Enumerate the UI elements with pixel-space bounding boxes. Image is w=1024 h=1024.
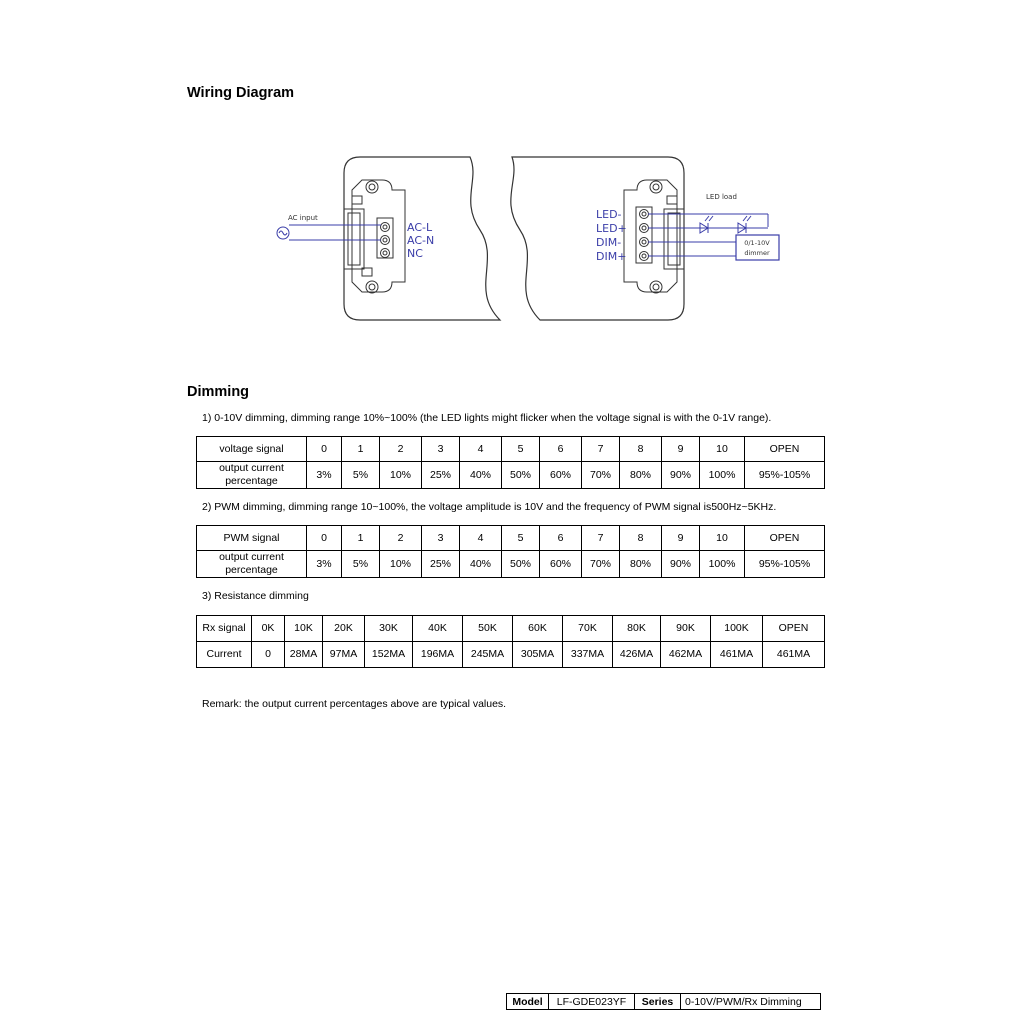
table-cell: 1 bbox=[342, 526, 380, 551]
table-cell: 0K bbox=[252, 616, 285, 642]
table-cell: 5 bbox=[502, 437, 540, 462]
left-terminal-block bbox=[344, 180, 405, 293]
table-cell: 8 bbox=[620, 526, 662, 551]
led-load-label: LED load bbox=[706, 193, 737, 201]
table-cell: 1 bbox=[342, 437, 380, 462]
row-header: Current bbox=[197, 642, 252, 668]
table-cell: 70% bbox=[582, 551, 620, 578]
table-cell: 100K bbox=[711, 616, 763, 642]
dimmer-label-line2: dimmer bbox=[744, 249, 770, 257]
table-cell: 6 bbox=[540, 437, 582, 462]
table-cell: 10 bbox=[700, 526, 745, 551]
table-cell: 90% bbox=[662, 462, 700, 489]
table-cell: 8 bbox=[620, 437, 662, 462]
row-header: output current percentage bbox=[197, 462, 307, 489]
table-cell: 0 bbox=[307, 526, 342, 551]
table-cell: 152MA bbox=[365, 642, 413, 668]
table-cell: 0 bbox=[252, 642, 285, 668]
para-resistance: 3) Resistance dimming bbox=[202, 590, 309, 602]
model-label: Model bbox=[507, 994, 549, 1010]
table-cell: 426MA bbox=[613, 642, 661, 668]
table-cell: 80% bbox=[620, 462, 662, 489]
table-cell: OPEN bbox=[763, 616, 825, 642]
table-cell: 40K bbox=[413, 616, 463, 642]
table-cell: 80% bbox=[620, 551, 662, 578]
table-cell: 337MA bbox=[563, 642, 613, 668]
table-pwm bbox=[196, 525, 825, 578]
table-cell: 10% bbox=[380, 551, 422, 578]
table-cell: 7 bbox=[582, 437, 620, 462]
para-0-10v: 1) 0-10V dimming, dimming range 10%~100% (the LED lights might flicker when the voltage signal is with the 0-1V range). bbox=[202, 412, 772, 424]
ac-input-wires bbox=[277, 225, 381, 240]
table-cell: 28MA bbox=[285, 642, 323, 668]
table-cell: 5% bbox=[342, 551, 380, 578]
table-cell: 25% bbox=[422, 551, 460, 578]
table-cell: 70K bbox=[563, 616, 613, 642]
terminal-label-led-plus: LED+ bbox=[596, 222, 627, 235]
table-cell: 30K bbox=[365, 616, 413, 642]
series-value: 0-10V/PWM/Rx Dimming bbox=[681, 994, 821, 1010]
wiring-diagram bbox=[0, 0, 1024, 360]
table-cell: 5 bbox=[502, 526, 540, 551]
table-cell: 462MA bbox=[661, 642, 711, 668]
table-cell: 20K bbox=[323, 616, 365, 642]
table-cell: 3% bbox=[307, 462, 342, 489]
led-diode-icon bbox=[700, 216, 751, 233]
table-cell: 70% bbox=[582, 462, 620, 489]
table-cell: 2 bbox=[380, 526, 422, 551]
table-cell: 100% bbox=[700, 551, 745, 578]
dimmer-label-line1: 0/1-10V bbox=[744, 239, 770, 247]
table-cell: 90% bbox=[662, 551, 700, 578]
model-value: LF-GDE023YF bbox=[549, 994, 635, 1010]
table-cell: 60K bbox=[513, 616, 563, 642]
table-cell: 40% bbox=[460, 462, 502, 489]
table-cell: 10 bbox=[700, 437, 745, 462]
terminal-label-dim-plus: DIM+ bbox=[596, 250, 627, 263]
para-pwm: 2) PWM dimming, dimming range 10~100%, the voltage amplitude is 10V and the frequency of PWM signal is500Hz~5KHz. bbox=[202, 501, 777, 513]
table-cell: 80K bbox=[613, 616, 661, 642]
table-cell: 196MA bbox=[413, 642, 463, 668]
row-header: Rx signal bbox=[197, 616, 252, 642]
table-cell: 4 bbox=[460, 526, 502, 551]
table-cell: 100% bbox=[700, 462, 745, 489]
dimming-heading: Dimming bbox=[187, 384, 250, 400]
table-cell: 245MA bbox=[463, 642, 513, 668]
table-cell: 95%-105% bbox=[745, 462, 825, 489]
table-cell: 40% bbox=[460, 551, 502, 578]
table-cell: 95%-105% bbox=[745, 551, 825, 578]
table-cell: 3 bbox=[422, 437, 460, 462]
terminal-label-nc: NC bbox=[407, 247, 423, 260]
table-cell: 97MA bbox=[323, 642, 365, 668]
table-cell: 10% bbox=[380, 462, 422, 489]
table-cell: 0 bbox=[307, 437, 342, 462]
table-cell: 60% bbox=[540, 462, 582, 489]
table-cell: 2 bbox=[380, 437, 422, 462]
remark: Remark: the output current percentages above are typical values. bbox=[202, 698, 507, 710]
table-cell: 7 bbox=[582, 526, 620, 551]
terminal-label-ac-l: AC-L bbox=[407, 221, 433, 234]
table-cell: 461MA bbox=[763, 642, 825, 668]
table-cell: 9 bbox=[662, 526, 700, 551]
footer-model-table bbox=[506, 993, 821, 1010]
table-0-10v bbox=[196, 436, 825, 489]
table-cell: 4 bbox=[460, 437, 502, 462]
table-cell: OPEN bbox=[745, 437, 825, 462]
table-cell: 3 bbox=[422, 526, 460, 551]
row-header: output current percentage bbox=[197, 551, 307, 578]
table-resistance bbox=[196, 615, 825, 668]
table-cell: 461MA bbox=[711, 642, 763, 668]
table-cell: 10K bbox=[285, 616, 323, 642]
table-cell: 5% bbox=[342, 462, 380, 489]
table-cell: 6 bbox=[540, 526, 582, 551]
ac-input-label: AC input bbox=[288, 214, 318, 222]
table-cell: 60% bbox=[540, 551, 582, 578]
table-cell: 50% bbox=[502, 462, 540, 489]
terminal-label-led-minus: LED- bbox=[596, 208, 622, 221]
right-terminal-block bbox=[624, 180, 684, 293]
row-header: PWM signal bbox=[197, 526, 307, 551]
table-cell: 9 bbox=[662, 437, 700, 462]
table-cell: 25% bbox=[422, 462, 460, 489]
table-cell: 3% bbox=[307, 551, 342, 578]
series-label: Series bbox=[635, 994, 681, 1010]
table-cell: 50K bbox=[463, 616, 513, 642]
terminal-label-dim-minus: DIM- bbox=[596, 236, 622, 249]
terminal-label-ac-n: AC-N bbox=[407, 234, 435, 247]
row-header: voltage signal bbox=[197, 437, 307, 462]
table-cell: OPEN bbox=[745, 526, 825, 551]
table-cell: 50% bbox=[502, 551, 540, 578]
wiring-heading: Wiring Diagram bbox=[187, 85, 295, 101]
table-cell: 305MA bbox=[513, 642, 563, 668]
table-cell: 90K bbox=[661, 616, 711, 642]
